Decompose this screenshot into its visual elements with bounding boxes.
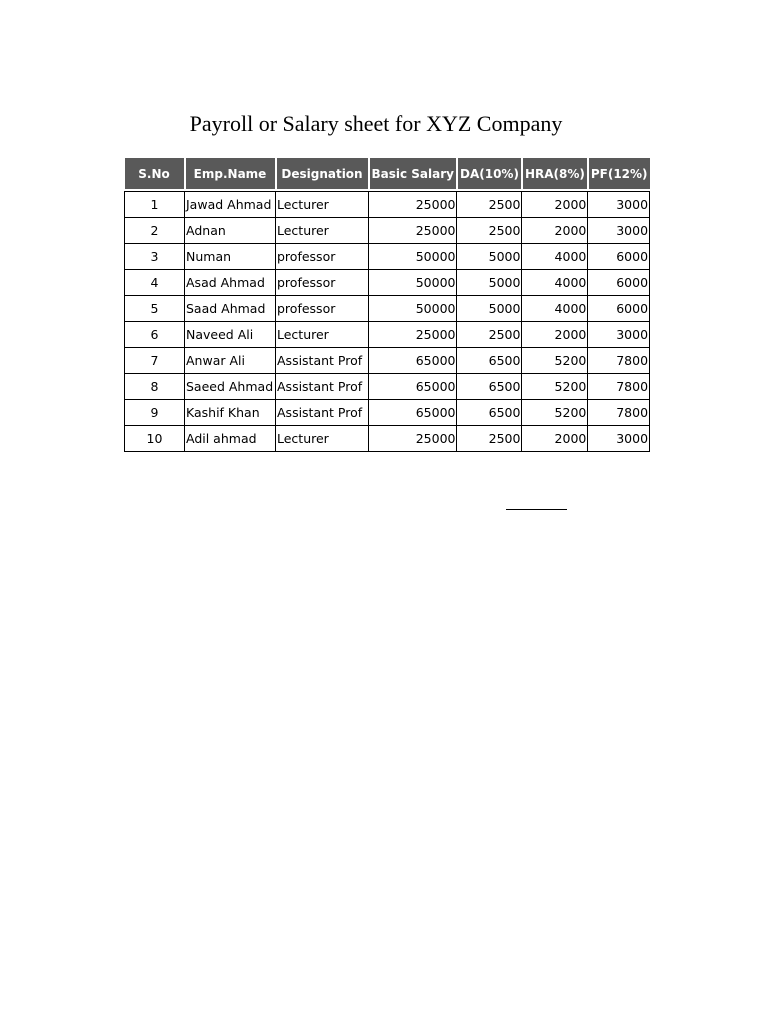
cell-basic-salary: 65000 <box>369 400 457 426</box>
cell-emp-name: Jawad Ahmad <box>185 192 276 218</box>
cell-designation: Assistant Prof <box>276 374 369 400</box>
cell-designation: Lecturer <box>276 218 369 244</box>
cell-emp-name: Saad Ahmad <box>185 296 276 322</box>
cell-hra: 5200 <box>522 374 588 400</box>
table-row <box>125 244 650 270</box>
cell-emp-name: Anwar Ali <box>185 348 276 374</box>
header-da: DA(10%) <box>457 158 522 189</box>
table-row <box>125 270 650 296</box>
table-row <box>125 426 650 452</box>
cell-basic-salary: 25000 <box>369 426 457 452</box>
cell-sno: 1 <box>125 192 185 218</box>
cell-da: 2500 <box>457 426 522 452</box>
table-header-row <box>125 158 650 189</box>
table-row <box>125 296 650 322</box>
cell-designation: professor <box>276 296 369 322</box>
cell-sno: 4 <box>125 270 185 296</box>
cell-emp-name: Numan <box>185 244 276 270</box>
header-hra: HRA(8%) <box>522 158 588 189</box>
cell-hra: 2000 <box>522 192 588 218</box>
cell-designation: Assistant Prof <box>276 400 369 426</box>
cell-sno: 8 <box>125 374 185 400</box>
cell-designation: Assistant Prof <box>276 348 369 374</box>
cell-emp-name: Naveed Ali <box>185 322 276 348</box>
cell-da: 5000 <box>457 270 522 296</box>
cell-basic-salary: 25000 <box>369 322 457 348</box>
cell-sno: 2 <box>125 218 185 244</box>
cell-pf: 6000 <box>588 244 650 270</box>
cell-hra: 5200 <box>522 400 588 426</box>
cell-basic-salary: 25000 <box>369 218 457 244</box>
cell-pf: 6000 <box>588 270 650 296</box>
cell-hra: 5200 <box>522 348 588 374</box>
cell-emp-name: Adnan <box>185 218 276 244</box>
cell-pf: 3000 <box>588 192 650 218</box>
header-designation: Designation <box>276 158 369 189</box>
cell-designation: professor <box>276 270 369 296</box>
cell-pf: 7800 <box>588 374 650 400</box>
divider-line <box>506 509 567 510</box>
cell-sno: 3 <box>125 244 185 270</box>
cell-da: 2500 <box>457 218 522 244</box>
table-row <box>125 348 650 374</box>
cell-designation: Lecturer <box>276 426 369 452</box>
cell-designation: professor <box>276 244 369 270</box>
header-pf: PF(12%) <box>588 158 650 189</box>
cell-da: 6500 <box>457 348 522 374</box>
header-sno: S.No <box>125 158 185 189</box>
header-basic-salary: Basic Salary <box>369 158 457 189</box>
cell-da: 5000 <box>457 296 522 322</box>
cell-emp-name: Adil ahmad <box>185 426 276 452</box>
cell-basic-salary: 25000 <box>369 192 457 218</box>
cell-hra: 4000 <box>522 270 588 296</box>
cell-sno: 10 <box>125 426 185 452</box>
header-emp-name: Emp.Name <box>185 158 276 189</box>
cell-hra: 4000 <box>522 296 588 322</box>
cell-designation: Lecturer <box>276 322 369 348</box>
cell-da: 2500 <box>457 322 522 348</box>
cell-pf: 3000 <box>588 426 650 452</box>
cell-designation: Lecturer <box>276 192 369 218</box>
cell-hra: 2000 <box>522 322 588 348</box>
table-row <box>125 322 650 348</box>
cell-pf: 3000 <box>588 322 650 348</box>
cell-pf: 7800 <box>588 400 650 426</box>
salary-table <box>124 158 650 452</box>
page-title: Payroll or Salary sheet for XYZ Company <box>189 111 563 136</box>
cell-sno: 5 <box>125 296 185 322</box>
table-row <box>125 192 650 218</box>
table-row <box>125 400 650 426</box>
cell-sno: 6 <box>125 322 185 348</box>
cell-sno: 7 <box>125 348 185 374</box>
cell-basic-salary: 50000 <box>369 244 457 270</box>
cell-da: 6500 <box>457 400 522 426</box>
cell-da: 5000 <box>457 244 522 270</box>
cell-basic-salary: 65000 <box>369 374 457 400</box>
cell-da: 6500 <box>457 374 522 400</box>
cell-hra: 2000 <box>522 218 588 244</box>
cell-pf: 6000 <box>588 296 650 322</box>
table-row <box>125 218 650 244</box>
cell-basic-salary: 50000 <box>369 270 457 296</box>
cell-pf: 3000 <box>588 218 650 244</box>
cell-sno: 9 <box>125 400 185 426</box>
cell-hra: 2000 <box>522 426 588 452</box>
cell-da: 2500 <box>457 192 522 218</box>
cell-basic-salary: 65000 <box>369 348 457 374</box>
cell-pf: 7800 <box>588 348 650 374</box>
cell-hra: 4000 <box>522 244 588 270</box>
table-row <box>125 374 650 400</box>
cell-basic-salary: 50000 <box>369 296 457 322</box>
cell-emp-name: Kashif Khan <box>185 400 276 426</box>
cell-emp-name: Saeed Ahmad <box>185 374 276 400</box>
cell-emp-name: Asad Ahmad <box>185 270 276 296</box>
